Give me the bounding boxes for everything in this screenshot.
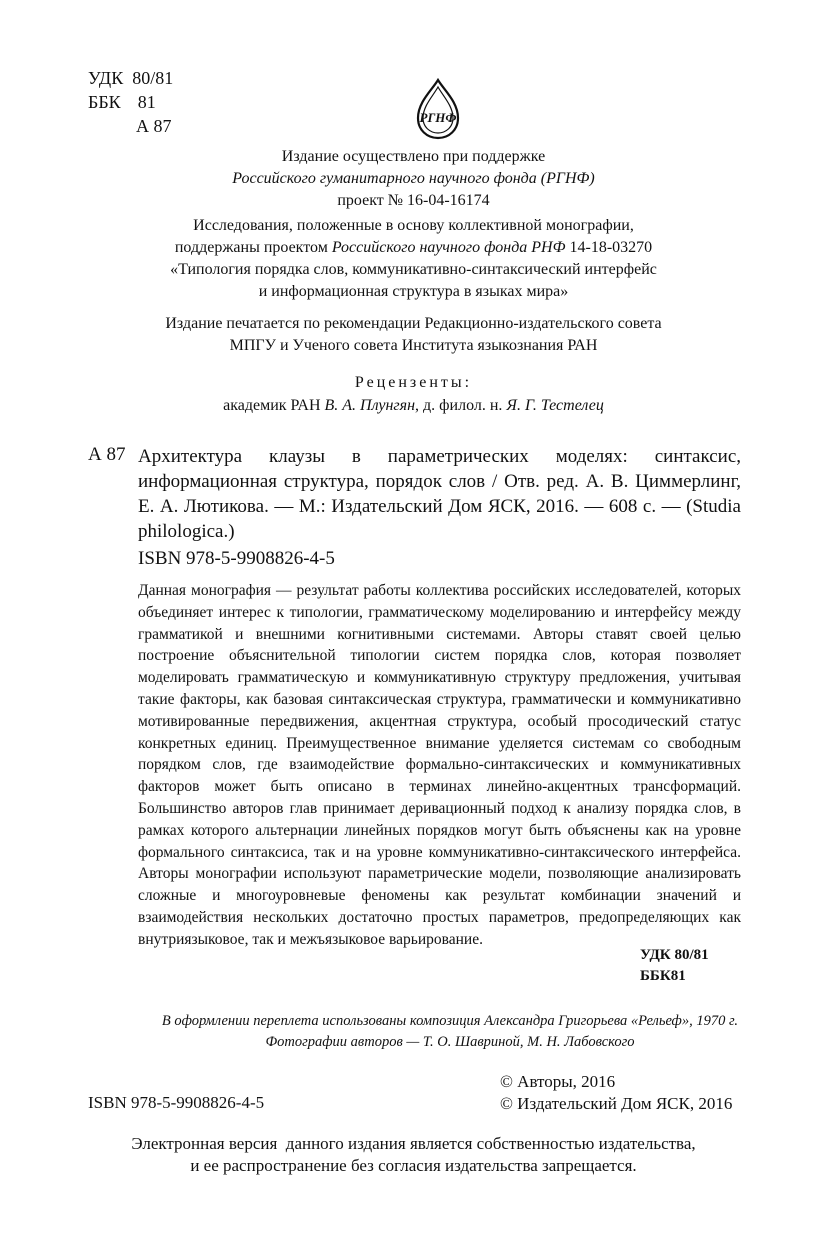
isbn: ISBN 978-5-9908826-4-5 xyxy=(138,548,335,569)
research-project: поддержаны проектом Российского научного фонда РНФ 14-18-03270 xyxy=(174,239,653,256)
research-line: Исследования, положенные в основу коллективной монографии, xyxy=(193,217,634,234)
bbk-value: 81 xyxy=(137,92,156,112)
abstract: Данная монография — результат работы коллектива российских исследователей, которых объединяет интерес к типологии, грамматическому моделированию и интерфейсу между грамматикой и внешними когнитивными системами. Авторы ставят своей целью построение объяснительной типологии систем порядка слов, которая позволяет моделировать грамматическую и коммуникативную структуру предложения, учитывая такие факторы, как базовая синтаксическая структура, грамматически и коммуникативно мотивированные передвижения, акцентная структура, особый просодический статус конкретных единиц. Преимущественное внимание уделяется системам со свободным порядком слов, где взаимодействие формально-синтаксических и коммуникативных факторов может быть описано в терминах линейно-акцентных трансформаций. Большинство авторов глав принимает деривационный подход к анализу порядка слов, в рамках которого альтернации линейных порядков могут быть объяснены как на уровне формального синтаксиса, так и на уровне коммуникативно-синтаксического интерфейса. Авторы монографии используют параметрические модели, позволяющие анализировать сложные и многоуровневые феномены как результат комбинации значений и взаимодействия нескольких достаточно простых параметров, предопределяющих как внутриязыковое, так и межъязыковое варьирование. xyxy=(138,582,741,948)
bbk-label: ББК xyxy=(88,92,121,112)
research-title-cont: и информационная структура в языках мира» xyxy=(258,283,569,300)
reviewer-name: В. А. Плунгян xyxy=(324,397,416,414)
electronic-notice: Электронная версия данного издания является собственностью издательства, и ее распространение без согласия издательства запрещается. xyxy=(131,1134,696,1175)
classification-codes: УДК 80/81 ББК81 xyxy=(640,947,709,984)
bbk-row xyxy=(88,90,173,114)
isbn-footer: ISBN 978-5-9908826-4-5 xyxy=(88,1093,265,1112)
support-project: проект № 16-04-16174 xyxy=(337,192,490,209)
classification-header xyxy=(88,66,173,138)
support-fund: Российского гуманитарного научного фонда (РГНФ) xyxy=(232,170,595,187)
udk-label: УДК xyxy=(88,68,124,88)
bibliographic-mark: А 87 xyxy=(88,444,126,465)
cover-credits: В оформлении переплета использованы композиция Александра Григорьева «Рельеф», 1970 г. Фотографии авторов — Т. О. Шавриной, М. Н. Лабовского xyxy=(161,1013,739,1050)
udk-value: 80/81 xyxy=(132,68,174,88)
reviewers-heading: Рецензенты: xyxy=(354,374,473,391)
reviewers-list: академик РАН В. А. Плунгян, д. филол. н. Я. Г. Тестелец xyxy=(223,397,604,414)
udk-row xyxy=(88,66,173,90)
support-notice xyxy=(0,146,827,212)
support-line: Издание осуществлено при поддержке xyxy=(281,148,546,165)
research-title: «Типология порядка слов, коммуникативно-синтаксический интерфейс xyxy=(170,261,657,278)
research-notice xyxy=(0,215,827,303)
author-mark: А 87 xyxy=(136,116,172,136)
logo-text: РГНФ xyxy=(419,110,457,125)
copyright: © Авторы, 2016 © Издательский Дом ЯСК, 2016 xyxy=(500,1072,733,1113)
reviewer-name: Я. Г. Тестелец xyxy=(506,397,604,414)
bibliographic-description: Архитектура клаузы в параметрических моделях: синтаксис, информационная структура, порядок слов / Отв. ред. А. В. Циммерлинг, Е. А. Лютикова. — М.: Издательский Дом ЯСК, 2016. — 608 с. — (Studia philologica.) xyxy=(138,446,741,542)
recommendation-notice: Издание печатается по рекомендации Редакционно-издательского совета МПГУ и Ученого совета Института языкознания РАН xyxy=(165,315,662,354)
rgnf-logo-icon xyxy=(414,78,462,140)
